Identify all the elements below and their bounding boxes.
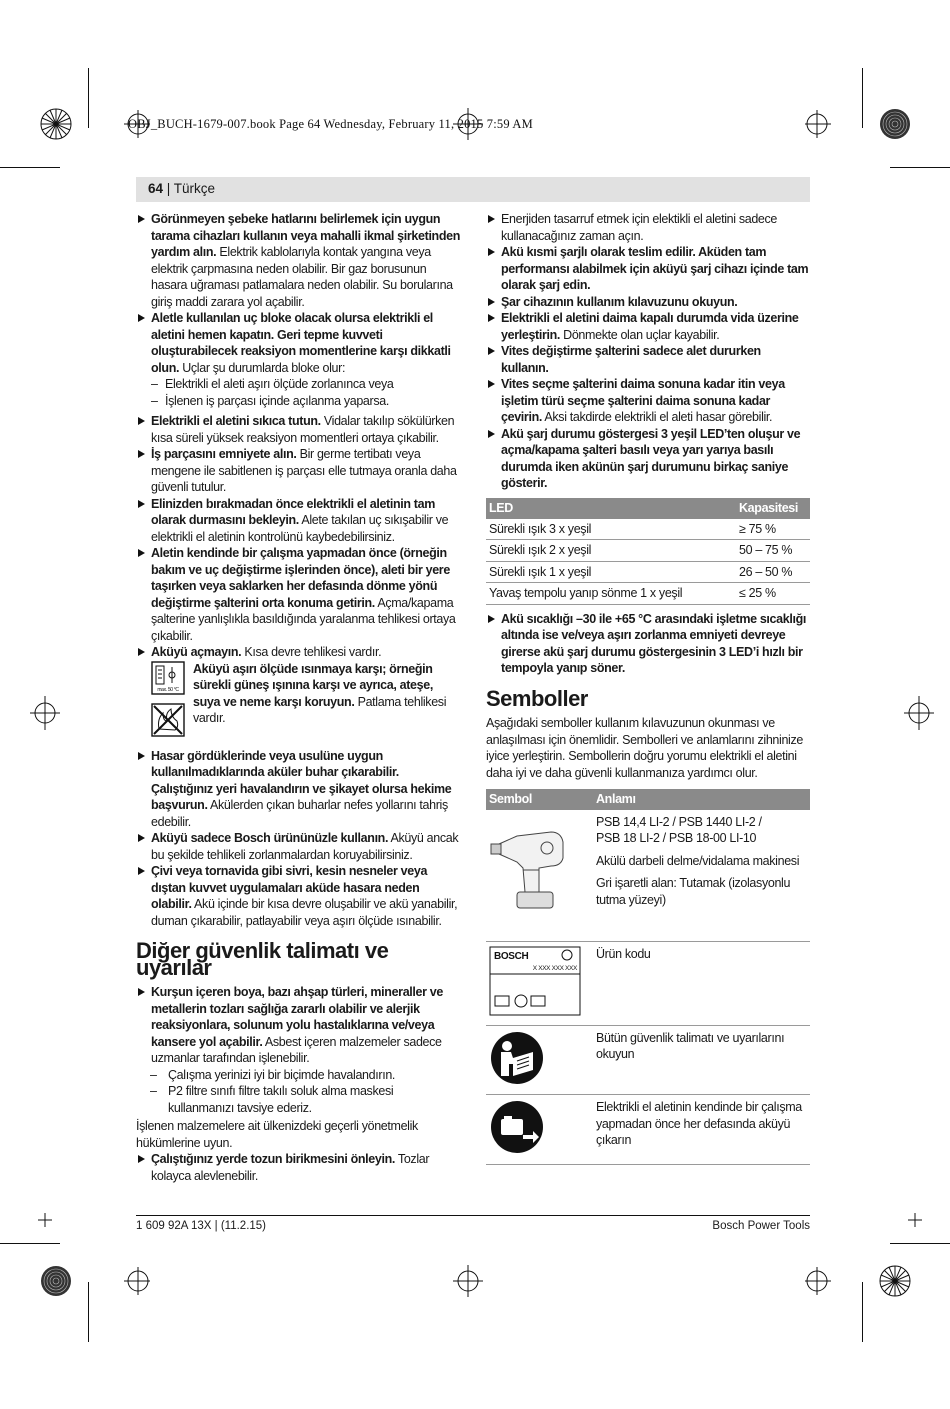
crop-line [88, 1282, 89, 1342]
bullet-item: Şar cihazının kullanım kılavuzunu okuyun. [486, 294, 810, 311]
table-header: LED [486, 498, 736, 519]
table-row [486, 583, 810, 605]
left-column [136, 211, 462, 1184]
registration-mark-right-middle [904, 688, 934, 738]
table-cell: 50 – 75 % [736, 540, 810, 562]
footer-brand: Bosch Power Tools [712, 1220, 810, 1232]
remove-battery-icon [489, 1099, 545, 1155]
bullet-item: Çalıştığınız yerde tozun birikmesini önleyin. Tozlar kolayca alevlenebilir. [136, 1151, 462, 1184]
sub-item: – İşlenen iş parçası içinde açılanma yaparsa. [151, 393, 389, 408]
registration-mark-bottom-center [453, 1255, 483, 1305]
heat-warning-text: Aküyü aşırı ölçüde ısınmaya karşı; örneğin sürekli güneş ışınına karşı ve ayrıca, ateşe, suya ve neme karşı koruyun. Patlama tehlikesi vardır. [193, 661, 447, 725]
table-row [486, 942, 810, 1026]
bullet-item: Vites seçme şalterini daima sonuna kadar itin veya işletim türü seçme şalterini daima sonuna kadar çevirin. Aksi takdirde elektrikli el aleti hasar görebilir. [486, 376, 810, 426]
paragraph: İşlenen malzemelere ait ülkenizdeki geçerli yönetmelik hükümlerine uyun. [136, 1119, 418, 1150]
right-column [486, 211, 810, 1165]
registration-mark-bottom-right [805, 1255, 925, 1315]
crop-line [88, 68, 89, 128]
bullet-item: Aküyü sadece Bosch ürününüzle kullanın. Aküyü ancak bu şekilde tehlikeli zorlanmalardan koruyabilirsiniz. [136, 830, 462, 863]
read-manual-icon [489, 1030, 545, 1086]
bullet-item: Kurşun içeren boya, bazı ahşap türleri, mineraller ve metallerin tozları sağlığa zararlı olabilir ve alerjik reaksiyonlara, solunum yolu hastalıklarına ve/veya kansere yol açabilir. Asbest içeren malzemeler sadece uzmanlar tarafından işlenebilir. [136, 984, 462, 1067]
product-code-text: X XXX XXX XXX [532, 965, 577, 972]
heat-warning-block [136, 661, 462, 742]
table-cell: ≤ 25 % [736, 583, 810, 605]
table-row [486, 561, 810, 583]
bullet-item: Aletle kullanılan uç bloke olacak olursa elektrikli el aletini hemen kapatın. Geri tepme kuvveti oluşturabilecek reaksiyon momentlerine karşı dikkatli olun. Uçlar şu durumlarda bloke olur: [136, 310, 462, 376]
table-row [486, 540, 810, 562]
section-language: Türkçe [173, 181, 216, 196]
crop-line [0, 167, 60, 168]
drill-icon [489, 814, 579, 914]
table-header: Sembol [486, 789, 593, 810]
bullet-item: Elinizden bırakmadan önce elektrikli el aletinin tam olarak durmasını bekleyin. Alete takılan uç sıkışabilir ve elektrikli el aletinin kontrolünü kaybedebilirsiniz. [136, 496, 462, 546]
bullet-item: Elektrikli el aletini daima kapalı durumda vida üzerine yerleştirin. Dönmekte olan uçlar kayabilir. [486, 310, 810, 343]
table-cell: Elektrikli el aletinin kendinde bir çalışma yapmadan önce her defasında aküyü çıkarın [593, 1095, 810, 1165]
bullet-item: Enerjiden tasarruf etmek için elektikli el aletini sadece kullanacağınız zaman açın. [486, 211, 810, 244]
table-cell [486, 1025, 593, 1095]
table-row [486, 519, 810, 540]
bullet-item: Aküyü açmayın. Kısa devre tehlikesi vardır. [136, 644, 462, 661]
footer-doc-number: 1 609 92A 13X | (11.2.15) [136, 1220, 267, 1232]
model-list: PSB 14,4 LI-2 / PSB 1440 LI-2 / [596, 814, 762, 829]
table-row [486, 1025, 810, 1095]
heat-warning-icon [151, 661, 185, 695]
bullet-item: Akü sıcaklığı –30 ile +65 °C arasındaki işletme sıcaklığı altında ise ve/veya aşırı zorlanma emniyeti devreye girerse akü şarj durumu göstergesinin 3 LED’i hızlı bir tempoyla yanıp söner. [486, 611, 810, 677]
table-row [486, 810, 810, 942]
model-list: PSB 18 LI-2 / PSB 18-00 LI-10 [596, 831, 757, 845]
table-cell [486, 942, 593, 1026]
table-cell [486, 1095, 593, 1165]
page-header [136, 177, 810, 202]
bullet-item: Akü şarj durumu göstergesi 3 yeşil LED’ten oluşur ve açma/kapama şalteri basılı veya yarı yarıya basılı durumda iken akünün şarj durumunu birkaç saniye gösterir. [486, 426, 810, 492]
symbols-intro: Aşağıdaki semboller kullanım kılavuzunun okunması ve anlaşılması için önemlidir. Sembolleri ve anlamlarını zihninize iyice yerleştirin. Sembollerin doğru yorumu elektrikli el aletini daha iyi ve daha güvenli kullanmanıza yardımcı olur. [486, 716, 803, 780]
table-cell: Bütün güvenlik talimatı ve uyarılarını okuyun [593, 1025, 810, 1095]
crop-line [862, 68, 863, 128]
bullet-item: Aletin kendinde bir çalışma yapmadan önce (örneğin bakım ve uç değiştirme işlerinden önce), aleti bir yere taşırken veya saklarken her defasında dönme yönü değiştirme şalterini orta konuma getirin. Açma/kapama şalterine yanlışlıkla basıldığında yaralanma tehlikesi ortaya çıkabilir. [136, 545, 462, 644]
no-fire-water-icon [151, 703, 185, 737]
brand-logo-text: BOSCH [494, 951, 529, 962]
crop-line [862, 1282, 863, 1342]
print-slug: OBJ_BUCH-1679-007.book Page 64 Wednesday, February 11, 2015 7:59 AM [128, 117, 533, 131]
crop-line [0, 1243, 60, 1244]
bullet-item: Elektrikli el aletini sıkıca tutun. Vidalar takılıp sökülürken kısa süreli yüksek reaksiyon momentleri ortaya çıkabilir. [136, 413, 462, 446]
page-number: 64 | Türkçe [148, 181, 216, 196]
registration-mark-left-small [38, 1213, 52, 1227]
table-cell: 26 – 50 % [736, 561, 810, 583]
table-cell [593, 810, 810, 942]
crop-line [890, 167, 950, 168]
registration-mark-left-middle [30, 688, 60, 738]
table-row [486, 1095, 810, 1165]
table-cell: Sürekli ışık 3 x yeşil [486, 519, 736, 540]
sub-item: – Elektrikli el aleti aşırı ölçüde zorlanınca veya [151, 377, 394, 391]
bullet-item: Vites değiştirme şalterini sadece alet dururken kullanın. [486, 343, 810, 376]
bullet-item: Hasar gördüklerinde veya usulüne uygun kullanılmadıklarında aküler buhar çıkarabilir. Çalıştığınız yeri havalandırın ve şikayet olursa hekime başvurun. Akülerden çıkan buharlar nefes yollarını tahriş edebilir. [136, 748, 462, 831]
table-cell: Yavaş tempolu yanıp sönme 1 x yeşil [486, 583, 736, 605]
product-name: Akülü darbeli delme/vidalama makinesi [596, 853, 800, 868]
sub-item: – P2 filtre sınıfı filtre takılı soluk alma maskesi kullanmanızı tavsiye ederiz. [150, 1084, 394, 1115]
symbols-table [486, 789, 810, 1165]
crop-line [890, 1243, 950, 1244]
section-heading-safety: Diğer güvenlik talimatı ve uyarılar [136, 938, 389, 980]
table-cell: ≥ 75 % [736, 519, 810, 540]
table-header: Kapasitesi [736, 498, 810, 519]
page-footer [136, 1215, 810, 1232]
table-cell: Ürün kodu [593, 942, 810, 1026]
registration-mark-top-right [805, 98, 925, 158]
led-capacity-table [486, 498, 810, 605]
sub-item: – Çalışma yerinizi iyi bir biçimde havalandırın. [150, 1067, 396, 1082]
registration-mark-bottom-left [30, 1255, 150, 1315]
heat-warning-icon-label: max. 50 °C [157, 686, 179, 693]
section-heading-symbols: Semboller [486, 685, 588, 711]
table-header: Anlamı [593, 789, 810, 810]
bullet-item: İş parçasını emniyete alın. Bir germe tertibatı veya mengene ile sabitlenen iş parçası elle tutmaya oranla daha güvenli tutulur. [136, 446, 462, 496]
table-cell: Sürekli ışık 2 x yeşil [486, 540, 736, 562]
bullet-item: Görünmeyen şebeke hatlarını belirlemek için uygun tarama cihazları kullanın veya mahalli ikmal şirketinden yardım alın. Elektrik kablolarıyla kontak yangına veya elektrik çarpmasına neden olabilir. Bir gaz borusunun hasara uğraması patlamalara neden olabilir. Su borularına giriş maddi zarara yol açabilir. [136, 211, 462, 310]
registration-mark-right-small [908, 1213, 922, 1227]
bullet-item: Çivi veya tornavida gibi sivri, kesin nesneler veya dıştan kuvvet uygulamaları aküde hasara neden olabilir. Akü içinde bir kısa devre oluşabilir ve akü yanabilir, duman çıkarabilir, patlayabilir veya aşırı ölçüde ısınabilir. [136, 863, 462, 929]
rating-plate-icon [489, 946, 581, 1016]
grip-note: Gri işaretli alan: Tutamak (izolasyonlu tutma yüzeyi) [596, 876, 791, 907]
table-cell [486, 810, 593, 942]
bullet-item: Akü kısmi şarjlı olarak teslim edilir. Aküden tam performansı alabilmek için aküyü şarj cihazı içinde tam olarak şarj edin. [486, 244, 810, 294]
table-cell: Sürekli ışık 1 x yeşil [486, 561, 736, 583]
